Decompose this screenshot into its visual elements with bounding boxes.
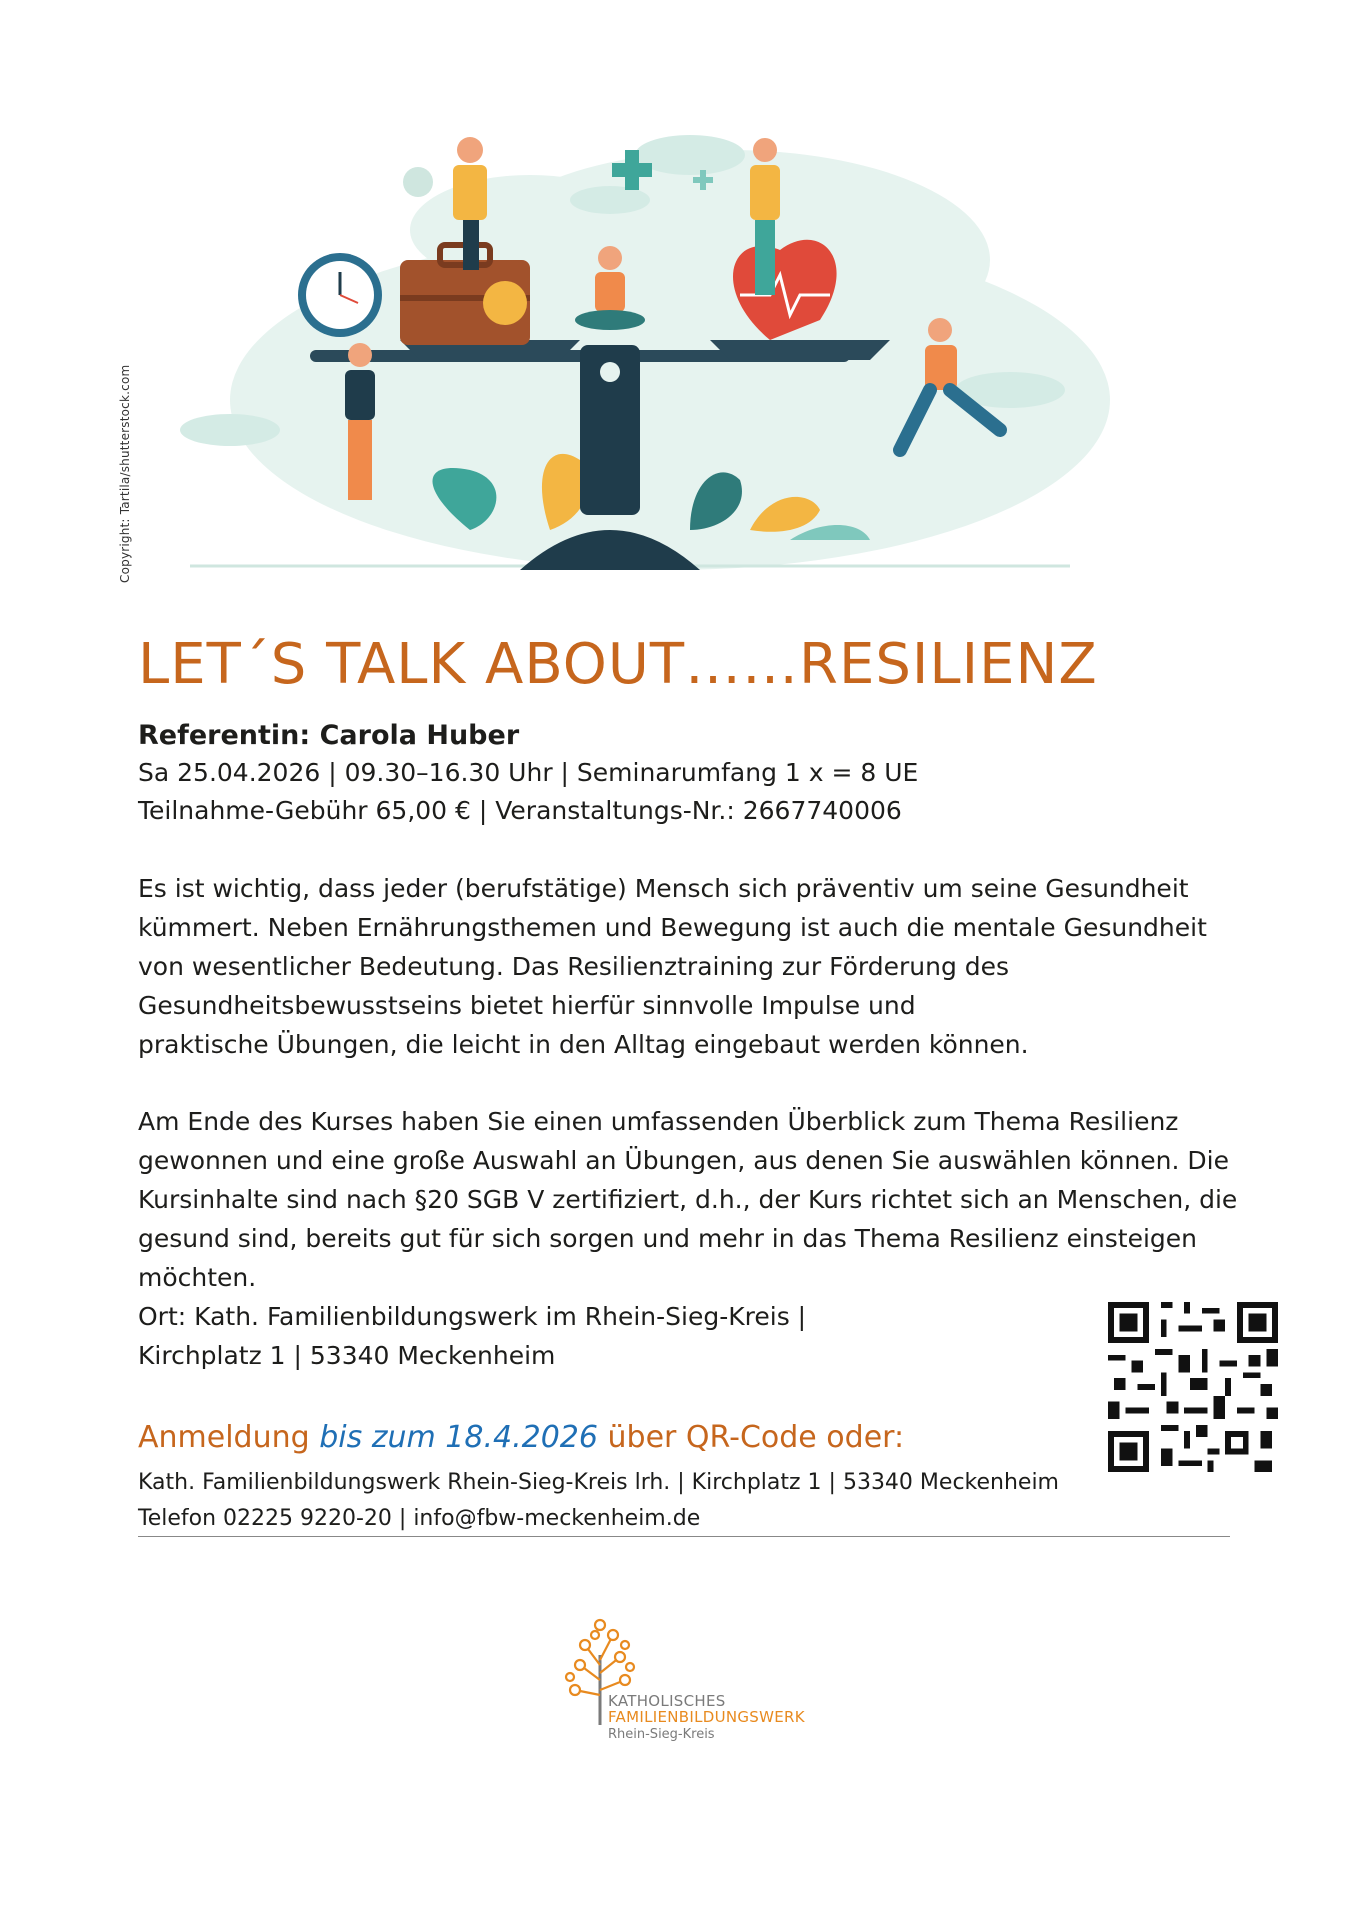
logo-line-3: Rhein-Sieg-Kreis <box>608 1727 715 1742</box>
clock-icon <box>298 253 382 337</box>
event-location <box>138 1297 806 1375</box>
speaker-name: Referentin: Carola Huber <box>138 720 520 751</box>
text-line: kümmert. Neben Ernährungsthemen und Bewegung ist auch die mentale Gesundheit <box>138 913 1207 942</box>
registration-heading <box>138 1420 904 1455</box>
logo-line-1: KATHOLISCHES <box>608 1692 726 1710</box>
registration-method: über QR-Code oder: <box>607 1420 905 1455</box>
text-line: von wesentlicher Bedeutung. Das Resilienztraining zur Förderung des <box>138 952 1010 981</box>
description-paragraph-2 <box>138 1102 1258 1297</box>
location-line: Kirchplatz 1 | 53340 Meckenheim <box>138 1341 556 1370</box>
registration-address: Kath. Familienbildungswerk Rhein-Sieg-Kreis lrh. | Kirchplatz 1 | 53340 Meckenheim <box>138 1470 1059 1495</box>
event-fee-line: Teilnahme-Gebühr 65,00 € | Veranstaltungs-Nr.: 2667740006 <box>138 796 902 825</box>
registration-deadline: bis zum 18.4.2026 <box>319 1420 598 1455</box>
description-paragraph-1 <box>138 869 1258 1064</box>
image-copyright: Copyright: Tartila/shutterstock.com <box>118 364 132 583</box>
event-title: LET´S TALK ABOUT……RESILIENZ <box>138 632 1098 697</box>
illustration <box>170 110 1130 590</box>
text-line: Gesundheitsbewusstseins bietet hierfür sinnvolle Impulse und <box>138 991 916 1020</box>
qr-code-icon[interactable] <box>1108 1302 1278 1472</box>
divider <box>138 1536 1230 1537</box>
location-line: Ort: Kath. Familienbildungswerk im Rhein-Sieg-Kreis | <box>138 1302 807 1331</box>
text-line: Am Ende des Kurses haben Sie einen umfassenden Überblick zum Thema Resilienz <box>138 1107 1179 1136</box>
logo-line-2: FAMILIENBILDUNGSWERK <box>608 1708 805 1726</box>
registration-label: Anmeldung <box>138 1420 310 1455</box>
text-line: praktische Übungen, die leicht in den Alltag eingebaut werden können. <box>138 1030 1029 1059</box>
text-line: Es ist wichtig, dass jeder (berufstätige) Mensch sich präventiv um seine Gesundheit <box>138 874 1189 903</box>
text-line: Kursinhalte sind nach §20 SGB V zertifiziert, d.h., der Kurs richtet sich an Menschen, die <box>138 1185 1238 1214</box>
text-line: gewonnen und eine große Auswahl an Übungen, aus denen Sie auswählen können. Die <box>138 1146 1229 1175</box>
text-line: gesund sind, bereits gut für sich sorgen und mehr in das Thema Resilienz einsteigen <box>138 1224 1198 1253</box>
event-date-line: Sa 25.04.2026 | 09.30–16.30 Uhr | Seminarumfang 1 x = 8 UE <box>138 758 919 787</box>
registration-contact[interactable]: Telefon 02225 9220-20 | info@fbw-meckenheim.de <box>138 1506 701 1531</box>
text-line: möchten. <box>138 1263 257 1292</box>
